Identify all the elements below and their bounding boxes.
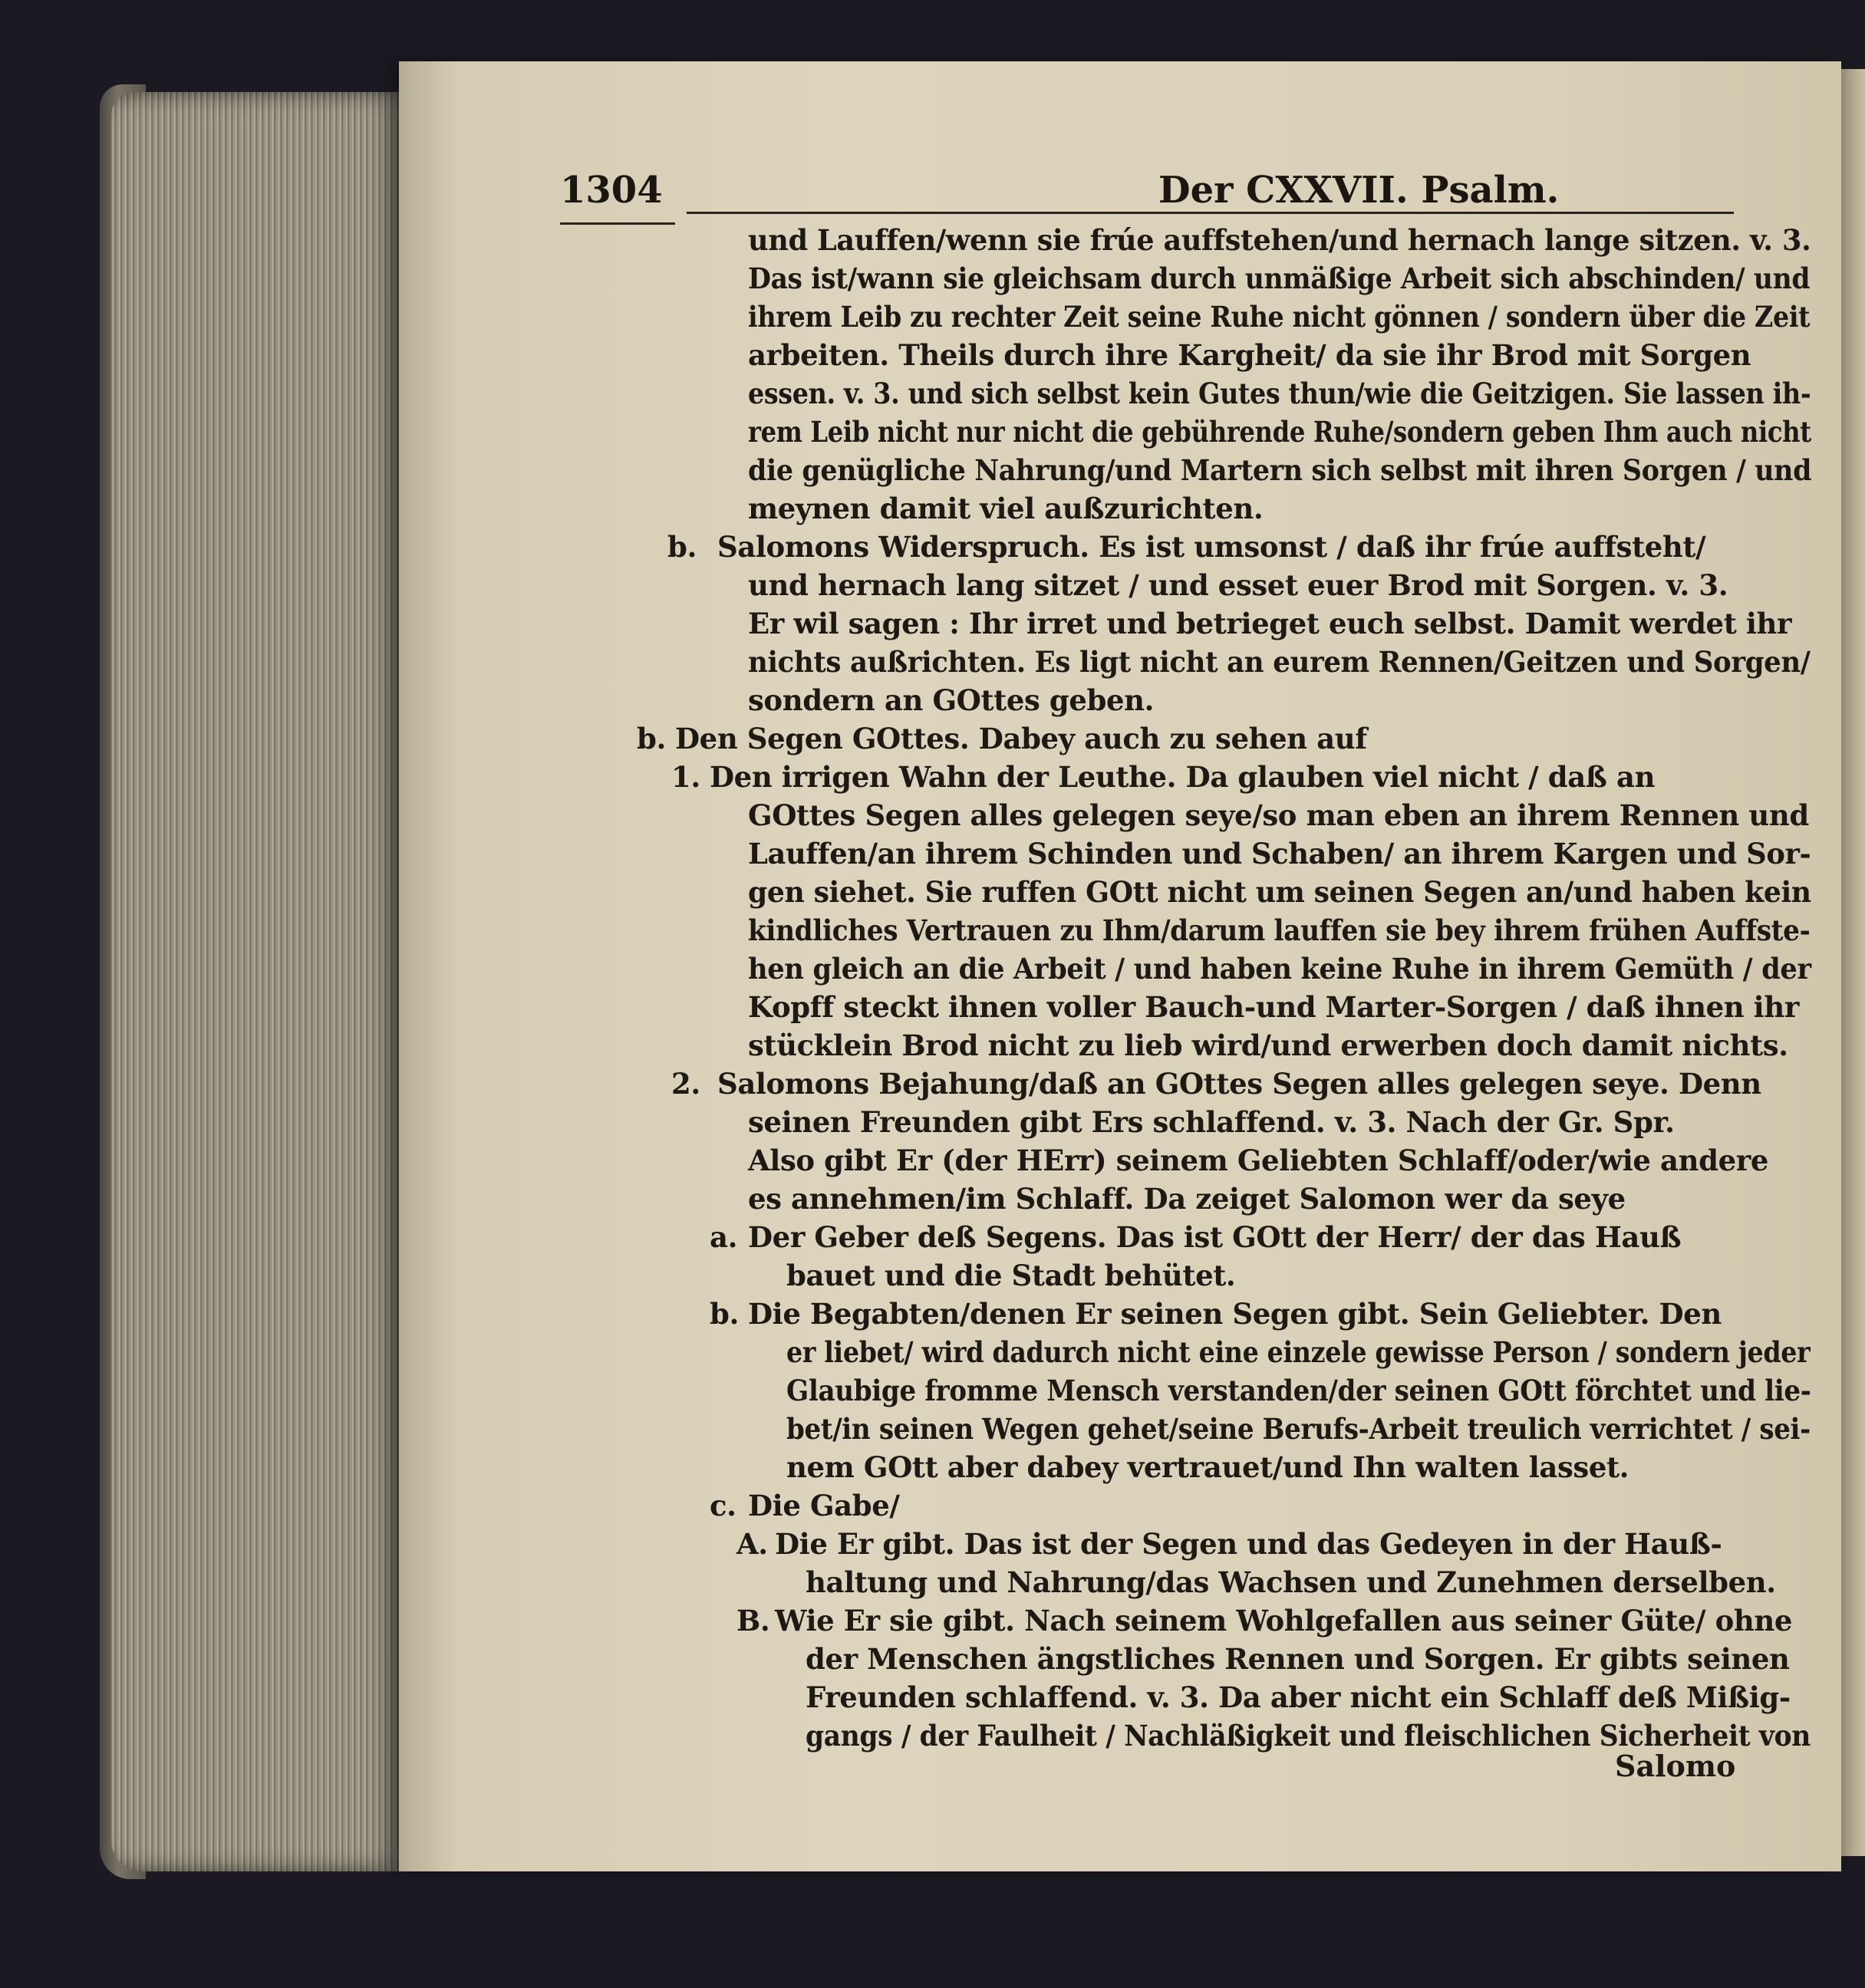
text-line: seinen Freunden gibt Ers schlaffend. v. 3. Nach der Gr. Spr. — [748, 1105, 1675, 1139]
catchword: Salomo — [1615, 1749, 1736, 1783]
list-marker: b. — [637, 722, 666, 755]
text-line: meynen damit viel außzurichten. — [748, 492, 1264, 525]
text-line: Er wil sagen : Ihr irret und betrieget euch selbst. Damit werdet ihr — [748, 607, 1792, 640]
text-line: essen. v. 3. und sich selbst kein Gutes thun/wie die Geitzigen. Sie lassen ih- — [748, 377, 1811, 410]
list-marker: A. — [736, 1527, 768, 1561]
text-line: Die Begabten/denen Er seinen Segen gibt. Sein Geliebter. Den — [748, 1297, 1722, 1331]
page-stack — [111, 92, 410, 1871]
text-line: Kopff steckt ihnen voller Bauch-und Marter-Sorgen / daß ihnen ihr — [748, 990, 1799, 1024]
list-marker: B. — [736, 1604, 770, 1637]
text-line: nem GOtt aber dabey vertrauet/und Ihn walten lasset. — [786, 1450, 1629, 1484]
list-marker: c. — [710, 1489, 736, 1522]
text-line: Der Geber deß Segens. Das ist GOtt der Herr/ der das Hauß — [748, 1220, 1682, 1254]
text-line: arbeiten. Theils durch ihre Kargheit/ da sie ihr Brod mit Sorgen — [748, 338, 1751, 372]
list-marker: 1. — [671, 760, 700, 794]
text-line: bet/in seinen Wegen gehet/seine Berufs-Arbeit treulich verrichtet / sei- — [786, 1412, 1811, 1446]
text-line: Das ist/wann sie gleichsam durch unmäßige Arbeit sich abschinden/ und — [748, 262, 1811, 295]
text-line: Salomons Widerspruch. Es ist umsonst / daß ihr frúe auffsteht/ — [717, 530, 1706, 564]
text-line: Lauffen/an ihrem Schinden und Schaben/ an ihrem Kargen und Sor- — [748, 837, 1811, 871]
text-line: Freunden schlaffend. v. 3. Da aber nicht ein Schlaff deß Mißig- — [806, 1680, 1791, 1714]
text-line: ihrem Leib zu rechter Zeit seine Ruhe nicht gönnen / sondern über die Zeit — [748, 300, 1811, 334]
text-line: bauet und die Stadt behütet. — [786, 1259, 1236, 1292]
text-line: nichts außrichten. Es ligt nicht an eurem Rennen/Geitzen und Sorgen/ — [748, 645, 1811, 679]
text-line: gangs / der Faulheit / Nachläßigkeit und fleischlichen Sicherheit von — [806, 1719, 1811, 1753]
body-text — [399, 61, 1841, 1871]
text-line: kindliches Vertrauen zu Ihm/darum lauffen sie bey ihrem frühen Auffste- — [748, 913, 1811, 947]
text-line: GOttes Segen alles gelegen seye/so man eben an ihrem Rennen und — [748, 798, 1809, 832]
text-line: Wie Er sie gibt. Nach seinem Wohlgefallen aus seiner Güte/ ohne — [775, 1604, 1793, 1637]
list-marker: b. — [667, 530, 697, 564]
text-line: die genügliche Nahrung/und Martern sich selbst mit ihren Sorgen / und — [748, 453, 1812, 487]
text-line: haltung und Nahrung/das Wachsen und Zunehmen derselben. — [806, 1565, 1776, 1599]
text-line: gen siehet. Sie ruffen GOtt nicht um seinen Segen an/und haben kein — [748, 875, 1811, 909]
text-line: Also gibt Er (der HErr) seinem Geliebten Schlaff/oder/wie andere — [748, 1144, 1768, 1177]
text-line: Den Segen GOttes. Dabey auch zu sehen auf — [675, 722, 1367, 755]
text-line: Den irrigen Wahn der Leuthe. Da glauben viel nicht / daß an — [710, 760, 1656, 794]
text-line: und Lauffen/wenn sie frúe auffstehen/und hernach lange sitzen. v. 3. — [748, 223, 1811, 257]
text-line: Die Er gibt. Das ist der Segen und das Gedeyen in der Hauß- — [775, 1527, 1722, 1561]
text-line: es annehmen/im Schlaff. Da zeiget Salomon wer da seye — [748, 1182, 1626, 1216]
book-page — [399, 61, 1841, 1871]
page-number: 1304 — [560, 169, 663, 212]
text-line: Salomons Bejahung/daß an GOttes Segen alles gelegen seye. Denn — [717, 1067, 1761, 1101]
text-line: Glaubige fromme Mensch verstanden/der seinen GOtt förchtet und lie- — [786, 1374, 1811, 1407]
text-line: Die Gabe/ — [748, 1489, 900, 1522]
text-line: stücklein Brod nicht zu lieb wird/und erwerben doch damit nichts. — [748, 1029, 1788, 1062]
text-line: und hernach lang sitzet / und esset euer Brod mit Sorgen. v. 3. — [748, 568, 1728, 602]
list-marker: 2. — [671, 1067, 700, 1101]
text-line: rem Leib nicht nur nicht die gebührende Ruhe/sondern geben Ihm auch nicht — [748, 415, 1811, 449]
text-line: er liebet/ wird dadurch nicht eine einzele gewisse Person / sondern jeder — [786, 1335, 1811, 1369]
text-line: sondern an GOttes geben. — [748, 683, 1155, 717]
list-marker: a. — [710, 1220, 738, 1254]
text-line: der Menschen ängstliches Rennen und Sorgen. Er gibts seinen — [806, 1642, 1790, 1676]
text-line: hen gleich an die Arbeit / und haben keine Ruhe in ihrem Gemüth / der — [748, 952, 1811, 986]
list-marker: b. — [710, 1297, 739, 1331]
running-head: Der CXXVII. Psalm. — [1158, 169, 1560, 212]
